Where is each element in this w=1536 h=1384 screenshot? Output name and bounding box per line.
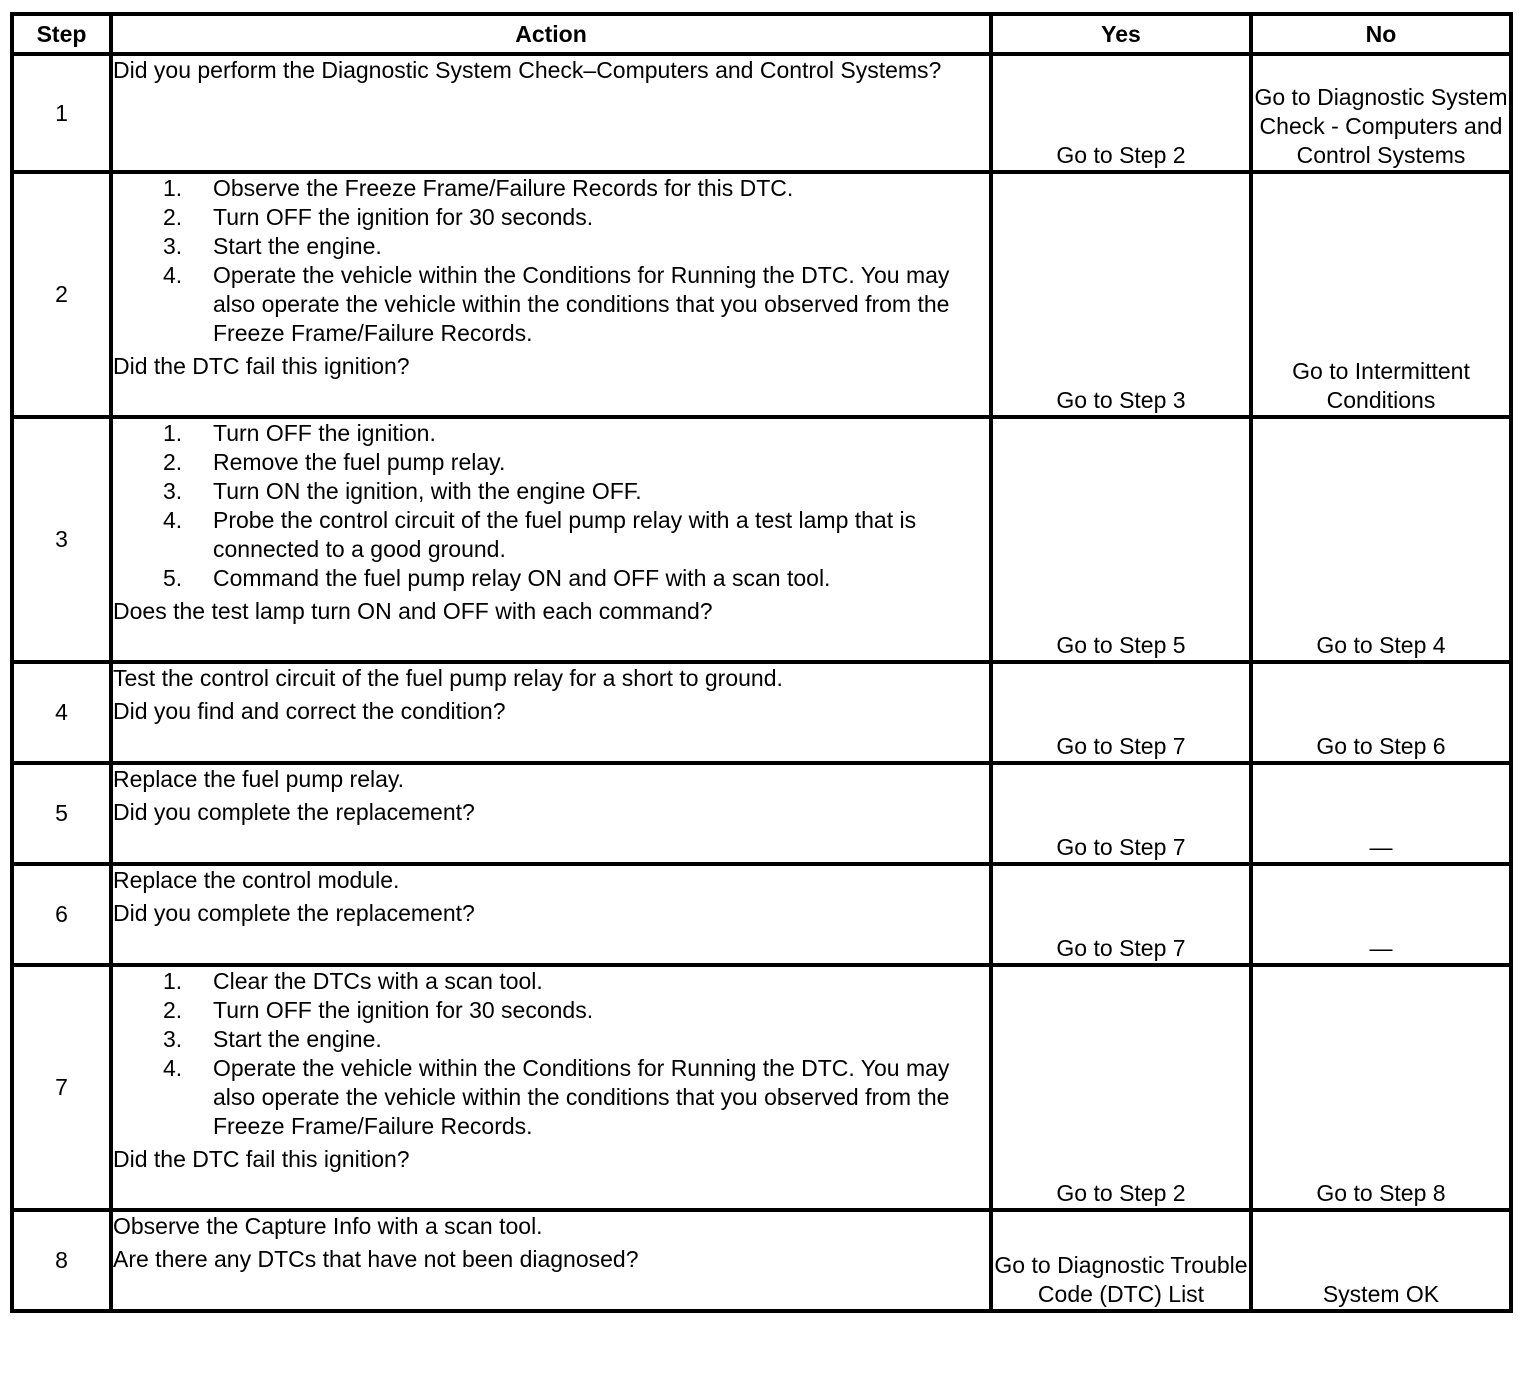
step-number: 7 <box>12 965 111 1210</box>
action-step-list <box>113 174 989 348</box>
action-cell <box>111 1210 991 1311</box>
header-no: No <box>1251 14 1511 54</box>
no-result: Go to Intermittent Conditions <box>1251 172 1511 417</box>
action-instruction: Replace the fuel pump relay. <box>113 766 405 792</box>
action-step-number: 1. <box>163 175 183 201</box>
no-result: System OK <box>1251 1210 1511 1311</box>
action-question: Did you complete the replacement? <box>113 900 475 926</box>
action-step-item <box>113 261 989 348</box>
action-instruction: Did you perform the Diagnostic System Check–Computers and Control Systems? <box>113 57 942 83</box>
action-step-item <box>113 477 989 506</box>
no-result: Go to Diagnostic System Check - Computers and Control Systems <box>1251 54 1511 172</box>
action-step-text: Turn OFF the ignition for 30 seconds. <box>213 997 594 1023</box>
table-row <box>12 864 1511 965</box>
action-step-item <box>113 1054 989 1141</box>
step-number: 2 <box>12 172 111 417</box>
action-step-number: 1. <box>163 968 183 994</box>
action-instruction: Test the control circuit of the fuel pump relay for a short to ground. <box>113 665 783 691</box>
action-step-number: 3. <box>163 478 183 504</box>
action-step-text: Operate the vehicle within the Conditions for Running the DTC. You may also operate the vehicle within the conditions that you observed from the Freeze Frame/Failure Records. <box>213 1055 950 1139</box>
action-cell <box>111 965 991 1210</box>
header-action: Action <box>111 14 991 54</box>
action-step-number: 2. <box>163 449 183 475</box>
table-row <box>12 1210 1511 1311</box>
no-result: Go to Step 4 <box>1251 417 1511 662</box>
action-question: Does the test lamp turn ON and OFF with each command? <box>113 598 713 624</box>
action-step-item <box>113 506 989 564</box>
action-cell <box>111 864 991 965</box>
action-step-item <box>113 1025 989 1054</box>
action-step-number: 4. <box>163 1055 183 1081</box>
action-question: Did the DTC fail this ignition? <box>113 1146 410 1172</box>
yes-result: Go to Step 7 <box>991 662 1251 763</box>
action-step-number: 1. <box>163 420 183 446</box>
action-step-text: Turn OFF the ignition for 30 seconds. <box>213 204 594 230</box>
action-step-text: Turn OFF the ignition. <box>213 420 436 446</box>
no-result: — <box>1251 763 1511 864</box>
action-step-number: 2. <box>163 204 183 230</box>
yes-result: Go to Step 3 <box>991 172 1251 417</box>
table-row <box>12 662 1511 763</box>
table-row <box>12 417 1511 662</box>
table-row <box>12 965 1511 1210</box>
step-number: 3 <box>12 417 111 662</box>
step-number: 5 <box>12 763 111 864</box>
step-number: 1 <box>12 54 111 172</box>
step-number: 4 <box>12 662 111 763</box>
action-question: Are there any DTCs that have not been diagnosed? <box>113 1246 639 1272</box>
action-step-number: 4. <box>163 262 183 288</box>
yes-result: Go to Step 2 <box>991 965 1251 1210</box>
action-step-item <box>113 448 989 477</box>
step-number: 8 <box>12 1210 111 1311</box>
action-step-text: Observe the Freeze Frame/Failure Records for this DTC. <box>213 175 794 201</box>
action-instruction: Observe the Capture Info with a scan tool. <box>113 1213 543 1239</box>
action-step-text: Turn ON the ignition, with the engine OFF. <box>213 478 642 504</box>
action-step-number: 2. <box>163 997 183 1023</box>
action-cell <box>111 662 991 763</box>
table-body <box>12 54 1511 1311</box>
action-cell <box>111 172 991 417</box>
action-question: Did you complete the replacement? <box>113 799 475 825</box>
action-step-item <box>113 232 989 261</box>
yes-result: Go to Diagnostic Trouble Code (DTC) List <box>991 1210 1251 1311</box>
yes-result: Go to Step 7 <box>991 763 1251 864</box>
step-number: 6 <box>12 864 111 965</box>
action-cell <box>111 417 991 662</box>
action-step-list <box>113 419 989 593</box>
no-result: — <box>1251 864 1511 965</box>
diagnostic-table <box>10 12 1513 1313</box>
action-cell <box>111 54 991 172</box>
action-step-item <box>113 174 989 203</box>
yes-result: Go to Step 7 <box>991 864 1251 965</box>
action-step-number: 3. <box>163 1026 183 1052</box>
action-step-number: 5. <box>163 565 183 591</box>
action-step-text: Start the engine. <box>213 233 382 259</box>
no-result: Go to Step 6 <box>1251 662 1511 763</box>
yes-result: Go to Step 2 <box>991 54 1251 172</box>
table-row <box>12 763 1511 864</box>
action-step-text: Remove the fuel pump relay. <box>213 449 506 475</box>
action-step-number: 3. <box>163 233 183 259</box>
action-step-text: Start the engine. <box>213 1026 382 1052</box>
action-step-text: Clear the DTCs with a scan tool. <box>213 968 543 994</box>
action-step-item <box>113 564 989 593</box>
action-step-item <box>113 419 989 448</box>
action-step-list <box>113 967 989 1141</box>
action-step-item <box>113 967 989 996</box>
yes-result: Go to Step 5 <box>991 417 1251 662</box>
action-question: Did you find and correct the condition? <box>113 698 506 724</box>
header-yes: Yes <box>991 14 1251 54</box>
action-step-text: Command the fuel pump relay ON and OFF with a scan tool. <box>213 565 831 591</box>
action-step-text: Probe the control circuit of the fuel pump relay with a test lamp that is connected to a good ground. <box>213 507 917 562</box>
action-step-item <box>113 203 989 232</box>
header-step: Step <box>12 14 111 54</box>
header-row <box>12 14 1511 54</box>
action-cell <box>111 763 991 864</box>
table-row <box>12 54 1511 172</box>
table-row <box>12 172 1511 417</box>
action-step-number: 4. <box>163 507 183 533</box>
action-instruction: Replace the control module. <box>113 867 400 893</box>
action-step-item <box>113 996 989 1025</box>
action-question: Did the DTC fail this ignition? <box>113 353 410 379</box>
action-step-text: Operate the vehicle within the Conditions for Running the DTC. You may also operate the vehicle within the conditions that you observed from the Freeze Frame/Failure Records. <box>213 262 950 346</box>
no-result: Go to Step 8 <box>1251 965 1511 1210</box>
